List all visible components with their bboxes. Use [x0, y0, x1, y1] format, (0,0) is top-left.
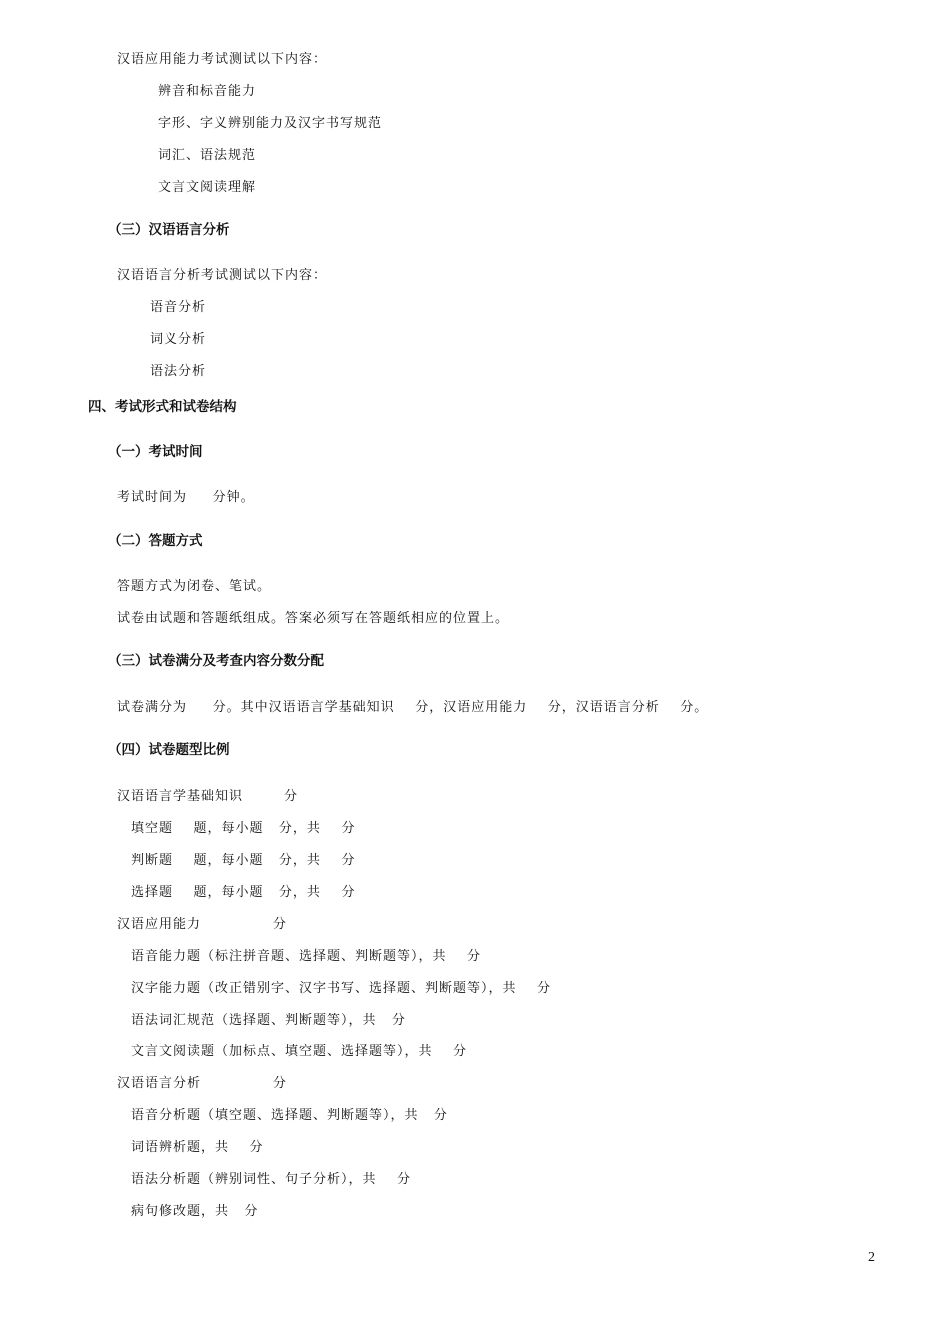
list-item: 病句修改题，共 分: [131, 1204, 259, 1219]
text-line: 汉语语言分析 分: [117, 1076, 287, 1091]
list-item: 词语辨析题，共 分: [131, 1140, 264, 1155]
text-line: 汉语语言分析考试测试以下内容：: [117, 268, 328, 283]
list-item: 语音分析题（填空题、选择题、判断题等），共 分: [131, 1108, 448, 1123]
section-heading: （一）考试时间: [108, 444, 203, 460]
list-item: 判断题 题，每小题 分，共 分: [131, 853, 356, 868]
list-item: 词汇、语法规范: [158, 148, 257, 163]
list-item: 语法词汇规范（选择题、判断题等），共 分: [131, 1013, 406, 1028]
list-item: 填空题 题，每小题 分，共 分: [131, 821, 356, 836]
section-heading: （四）试卷题型比例: [108, 742, 230, 758]
list-item: 辨音和标音能力: [158, 84, 257, 99]
text-line: 试卷满分为 分。其中汉语语言学基础知识 分，汉语应用能力 分，汉语语言分析 分。: [117, 700, 709, 715]
list-item: 字形、字义辨别能力及汉字书写规范: [158, 116, 383, 131]
text-line: 汉语应用能力 分: [117, 917, 287, 932]
page-number: 2: [868, 1250, 875, 1265]
list-item: 语法分析: [150, 364, 207, 379]
list-item: 文言文阅读理解: [158, 180, 257, 195]
section-heading: （三）试卷满分及考查内容分数分配: [108, 653, 324, 669]
section-heading: （二）答题方式: [108, 533, 203, 549]
text-line: 试卷由试题和答题纸组成。答案必须写在答题纸相应的位置上。: [117, 611, 510, 626]
text-line: 汉语应用能力考试测试以下内容：: [117, 52, 328, 67]
list-item: 选择题 题，每小题 分，共 分: [131, 885, 356, 900]
list-item: 语音能力题（标注拼音题、选择题、判断题等），共 分: [131, 949, 482, 964]
list-item: 语音分析: [150, 300, 207, 315]
list-item: 词义分析: [150, 332, 207, 347]
chapter-heading: 四、考试形式和试卷结构: [88, 399, 237, 415]
text-line: 汉语语言学基础知识 分: [117, 789, 299, 804]
list-item: 汉字能力题（改正错别字、汉字书写、选择题、判断题等），共 分: [131, 981, 552, 996]
list-item: 文言文阅读题（加标点、填空题、选择题等），共 分: [131, 1044, 468, 1059]
list-item: 语法分析题（辨别词性、句子分析），共 分: [131, 1172, 412, 1187]
section-heading: （三）汉语语言分析: [108, 222, 230, 238]
text-line: 考试时间为 分钟。: [117, 490, 255, 505]
text-line: 答题方式为闭卷、笔试。: [117, 579, 272, 594]
